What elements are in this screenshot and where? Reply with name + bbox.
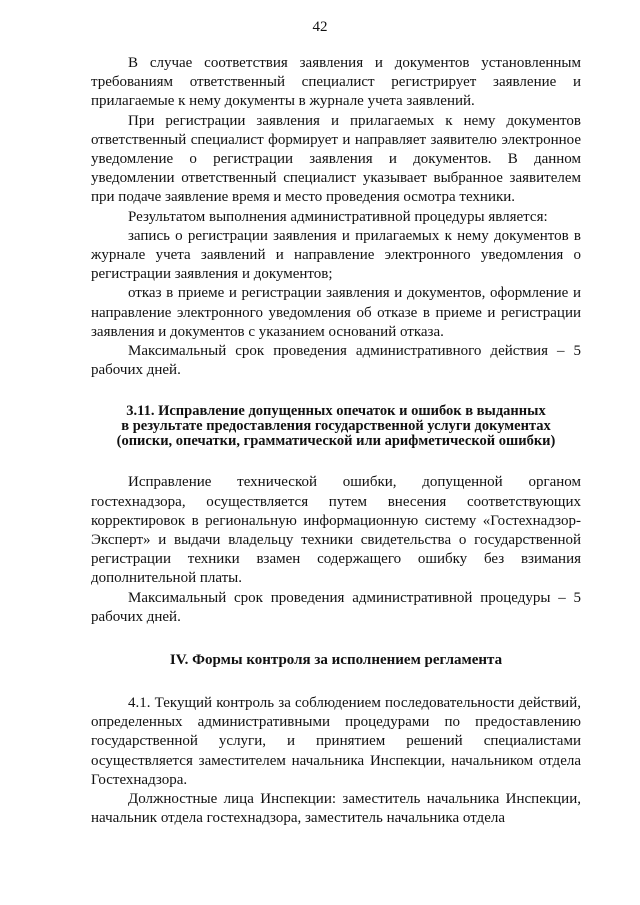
paragraph-correction-term: Максимальный срок проведения административной процедуры – 5 рабочих дней. [91,589,581,625]
page-body [91,54,581,829]
paragraph-result-record: запись о регистрации заявления и прилагаемых к нему документов в журнале учета заявлений и направление электронного уведомления о регистрации заявления и документов; [91,227,581,283]
section-3-11-title-line-2: в результате предоставления государственной услуги документах [121,418,551,435]
paragraph-result-intro: Результатом выполнения административной процедуры является: [128,208,548,225]
section-3-11-title-line-3: (описки, опечатки, грамматической или арифметической ошибки) [116,433,556,450]
paragraph-max-term: Максимальный срок проведения административного действия – 5 рабочих дней. [91,343,581,379]
paragraph-notification: При регистрации заявления и прилагаемых к нему документов ответственный специалист формирует и направляет заявителю электронное уведомление о регистрации заявления и документов. В данном уведомлении ответственный специалист указывает выбранное заявителем при подаче заявление время и место проведения осмотра техники. [91,112,581,206]
section-3-11-title-line-1: 3.11. Исправление допущенных опечаток и ошибок в выданных [126,403,546,420]
section-3-11-heading [91,404,581,449]
section-4-title: IV. Формы контроля за исполнением регламента [169,652,503,669]
paragraph-error-correction: Исправление технической ошибки, допущенной органом гостехнадзора, осуществляется путем внесения соответствующих корректировок в региональную информационную систему «Гостехнадзор-Эксперт» и выдачи владельцу техники свидетельства о государственной регистрации техники взамен содержащего ошибку без взимания дополнительной платы. [91,474,581,587]
page-number: 42 [312,19,328,35]
paragraph-current-control: 4.1. Текущий контроль за соблюдением последовательности действий, определенных административными процедурами по предоставлению государственной услуги, и принятием решений специалистами осуществляется заместителем начальника Инспекции, начальником отдела Гостехнадзора. [91,695,581,788]
paragraph-registration: В случае соответствия заявления и документов установленным требованиям ответственный специалист регистрирует заявление и прилагаемые к нему документы в журнале учета заявлений. [91,55,581,110]
paragraph-result-refusal: отказ в приеме и регистрации заявления и документов, оформление и направление электронного уведомления об отказе в приеме и регистрации заявления и документов с указанием оснований отказа. [91,285,581,340]
paragraph-officials: Должностные лица Инспекции: заместитель начальника Инспекции, начальник отдела гостехнадзора, заместитель начальника отдела [91,791,581,827]
